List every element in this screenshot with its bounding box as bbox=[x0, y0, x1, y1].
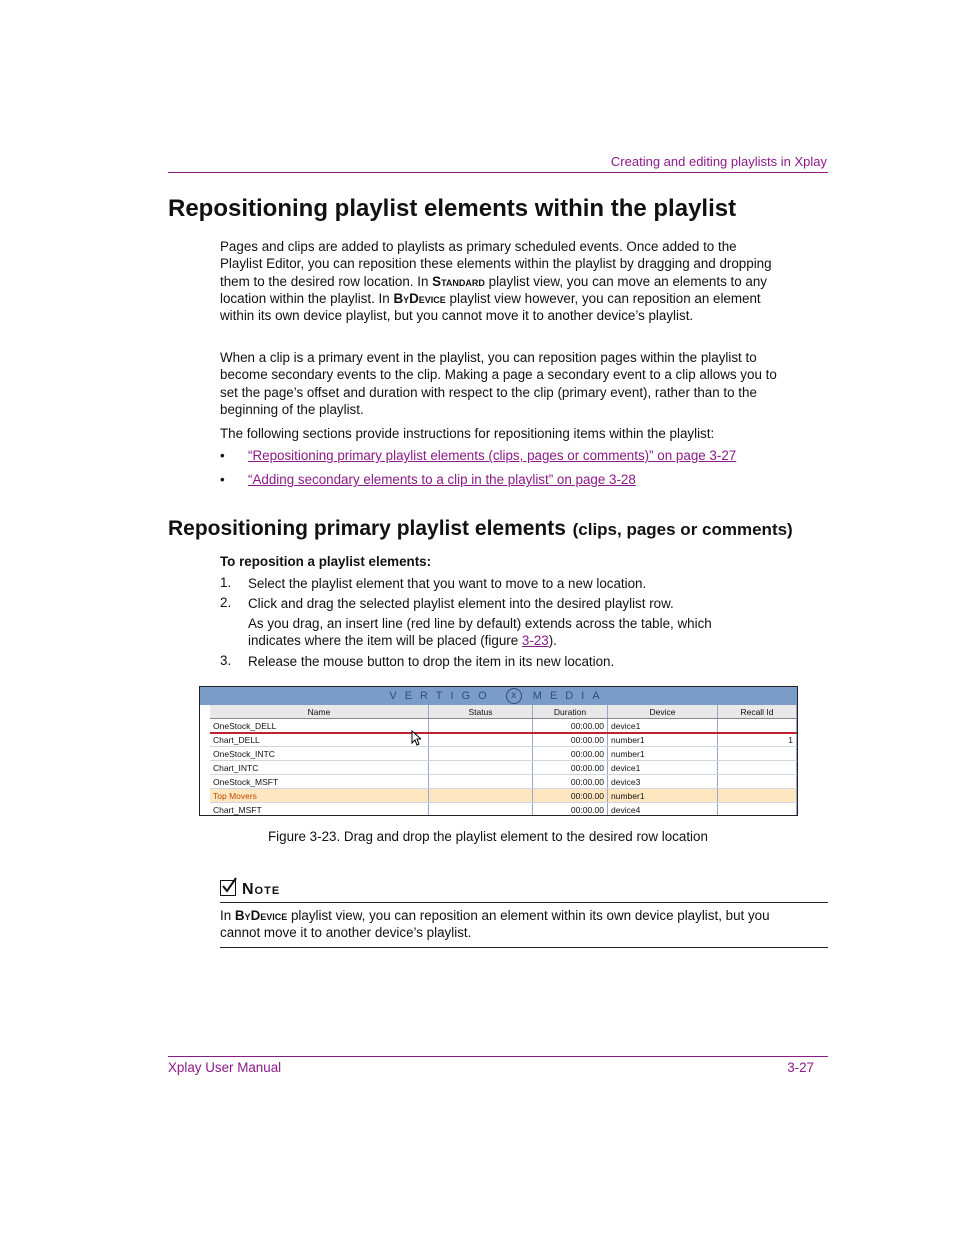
running-header: Creating and editing playlists in Xplay bbox=[610, 154, 827, 169]
cell-duration: 00:00.00 bbox=[533, 719, 608, 733]
cell-duration: 00:00.00 bbox=[533, 747, 608, 761]
cell-status bbox=[429, 733, 533, 747]
cell-device: number1 bbox=[608, 733, 718, 747]
intro-paragraph: Pages and clips are added to playlists as primary scheduled events. Once added to the Playlist Editor, you can reposition these elements within the playlist by dragging and dropping them to the desired row location. In Standard playlist view, you can move an elements to any location within the playlist. In ByDevice playlist view however, you can reposition an element within its own device playlist, but you cannot move it to another device’s playlist. bbox=[220, 239, 772, 324]
step-number: 2. bbox=[220, 595, 232, 610]
table-row[interactable] bbox=[210, 775, 797, 789]
insert-line bbox=[210, 732, 797, 734]
cell-recall-id bbox=[718, 761, 797, 775]
step-text: Select the playlist element that you want to move to a new location. bbox=[248, 576, 647, 591]
link-repositioning-primary[interactable]: “Repositioning primary playlist elements (clips, pages or comments)” on page 3-27 bbox=[248, 448, 737, 463]
vertigo-banner: VERTIGO x MEDIA bbox=[200, 687, 797, 705]
table-header-row bbox=[210, 705, 797, 719]
cell-recall-id: 1 bbox=[718, 733, 797, 747]
cell-duration: 00:00.00 bbox=[533, 733, 608, 747]
column-header-status[interactable]: Status bbox=[429, 705, 533, 719]
cell-duration: 00:00.00 bbox=[533, 803, 608, 817]
column-header-device[interactable]: Device bbox=[608, 705, 718, 719]
vertigo-x-logo-icon: x bbox=[506, 688, 522, 704]
step-text: Release the mouse button to drop the item in its new location. bbox=[248, 654, 615, 669]
cell-recall-id bbox=[718, 719, 797, 733]
page-number: 3-27 bbox=[787, 1060, 814, 1075]
cell-name: Chart_MSFT bbox=[210, 803, 429, 817]
cell-name: Chart_INTC bbox=[210, 761, 429, 775]
table-row[interactable] bbox=[210, 761, 797, 775]
cell-recall-id bbox=[718, 775, 797, 789]
cell-name: OneStock_INTC bbox=[210, 747, 429, 761]
cell-name: OneStock_MSFT bbox=[210, 775, 429, 789]
step-text: Click and drag the selected playlist element into the desired playlist row. bbox=[248, 596, 674, 611]
bullet: • bbox=[220, 472, 225, 487]
cell-status bbox=[429, 719, 533, 733]
step-number: 1. bbox=[220, 575, 232, 590]
cell-name: Chart_DELL bbox=[210, 733, 429, 747]
cell-duration: 00:00.00 bbox=[533, 761, 608, 775]
table-row[interactable] bbox=[210, 733, 797, 747]
figure-caption: Figure 3-23. Drag and drop the playlist element to the desired row location bbox=[268, 829, 708, 844]
section-title: Repositioning playlist elements within the playlist bbox=[168, 195, 737, 222]
column-header-name[interactable]: Name bbox=[210, 705, 429, 719]
cell-status bbox=[429, 789, 533, 803]
bullet: • bbox=[220, 448, 225, 463]
note-top-rule bbox=[220, 902, 828, 903]
table-row[interactable] bbox=[210, 747, 797, 761]
step-number: 3. bbox=[220, 653, 232, 668]
cell-recall-id bbox=[718, 789, 797, 803]
sections-intro-paragraph: The following sections provide instructions for repositioning items within the playlist: bbox=[220, 426, 715, 441]
playlist-screenshot bbox=[199, 686, 798, 816]
footer-rule bbox=[168, 1056, 828, 1057]
cell-device: number1 bbox=[608, 747, 718, 761]
mouse-cursor-icon bbox=[411, 730, 421, 746]
cell-status bbox=[429, 747, 533, 761]
table-row[interactable] bbox=[210, 719, 797, 733]
cell-name: Top Movers bbox=[210, 789, 429, 803]
step-detail: As you drag, an insert line (red line by default) extends across the table, which indicates where the item will be placed (figure 3-23). bbox=[248, 616, 712, 649]
cell-status bbox=[429, 761, 533, 775]
cell-status bbox=[429, 775, 533, 789]
cell-recall-id bbox=[718, 747, 797, 761]
playlist-table bbox=[210, 705, 797, 816]
cell-duration: 00:00.00 bbox=[533, 789, 608, 803]
secondary-events-paragraph: When a clip is a primary event in the playlist, you can reposition pages within the playlist to become secondary events to the clip. Making a page a secondary event to a clip allows you to set the page’s offset and duration with respect to the clip (primary event), rather than to the beginning of the playlist. bbox=[220, 350, 777, 417]
procedure-title: To reposition a playlist elements: bbox=[220, 554, 432, 569]
cell-status bbox=[429, 803, 533, 817]
column-header-duration[interactable]: Duration bbox=[533, 705, 608, 719]
checkbox-checked-icon bbox=[220, 880, 236, 896]
cell-device: device4 bbox=[608, 803, 718, 817]
cell-device: device1 bbox=[608, 761, 718, 775]
cell-device: device3 bbox=[608, 775, 718, 789]
subsection-title: Repositioning primary playlist elements (clips, pages or comments) bbox=[168, 517, 793, 540]
column-header-recall-id[interactable]: Recall Id bbox=[718, 705, 797, 719]
table-row-selected[interactable] bbox=[210, 789, 797, 803]
cell-recall-id bbox=[718, 803, 797, 817]
footer-manual-title: Xplay User Manual bbox=[168, 1060, 282, 1075]
cell-duration: 00:00.00 bbox=[533, 775, 608, 789]
link-adding-secondary[interactable]: “Adding secondary elements to a clip in the playlist” on page 3-28 bbox=[248, 472, 636, 487]
note-text: In ByDevice playlist view, you can reposition an element within its own device playlist, but you cannot move it to another device’s playlist. bbox=[220, 908, 770, 941]
cell-name: OneStock_DELL bbox=[210, 719, 429, 733]
note-bottom-rule bbox=[220, 947, 828, 948]
cell-device: device1 bbox=[608, 719, 718, 733]
figure-xref[interactable]: 3-23 bbox=[521, 633, 549, 649]
cell-device: number1 bbox=[608, 789, 718, 803]
table-row[interactable] bbox=[210, 803, 797, 817]
note-heading: Note bbox=[220, 880, 280, 899]
header-rule bbox=[168, 172, 828, 173]
